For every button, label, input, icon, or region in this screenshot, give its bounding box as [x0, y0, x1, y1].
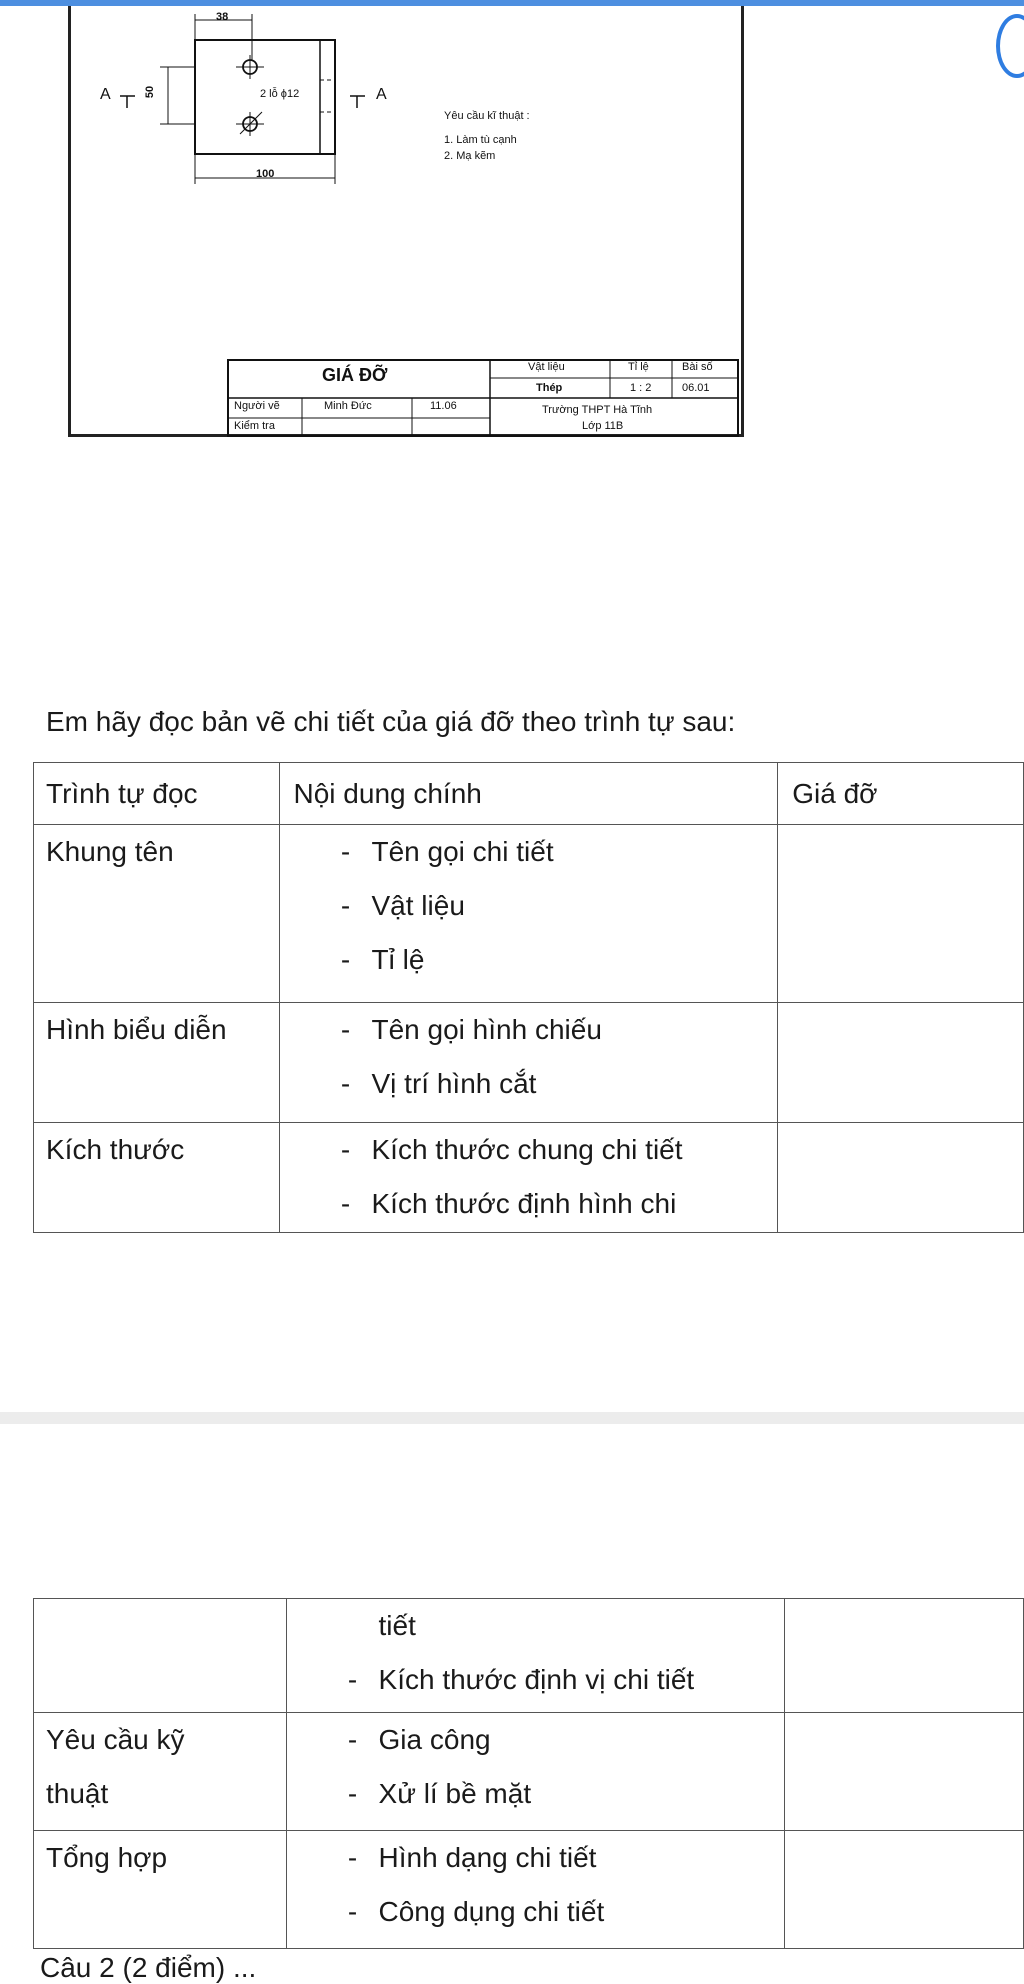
- list-item: - Công dụng chi tiết: [347, 1896, 605, 1927]
- header-step: Trình tự đọc: [34, 763, 280, 825]
- list-item: - Hình dạng chi tiết: [347, 1842, 597, 1873]
- number-value: 06.01: [682, 382, 710, 394]
- list-item: - Tên gọi chi tiết: [340, 836, 554, 867]
- answer-cell[interactable]: [778, 1123, 1024, 1233]
- step-label: Yêu cầu kỹ thuật: [46, 1724, 185, 1809]
- requirements-title: Yêu cầu kĩ thuật :: [444, 110, 530, 122]
- requirement-2: 2. Mạ kẽm: [444, 150, 496, 162]
- reading-table: [33, 762, 1024, 1233]
- material-value: Thép: [536, 382, 563, 394]
- page-separator: [0, 1412, 1024, 1424]
- table-row: [34, 1123, 1024, 1233]
- step-label: Kích thước: [46, 1134, 185, 1165]
- class-name: Lớp 11B: [582, 420, 624, 432]
- list-item: - Kích thước định vị chi tiết: [347, 1664, 695, 1695]
- table-header-row: [34, 763, 1024, 825]
- table-row: [34, 1831, 1024, 1949]
- material-header: Vật liệu: [528, 361, 565, 373]
- next-question-cut: Câu 2 (2 điểm) ...: [40, 1952, 257, 1983]
- scroll-handle[interactable]: [996, 14, 1024, 78]
- side-view: [320, 40, 335, 154]
- part-name: GIÁ ĐỠ: [322, 365, 388, 385]
- header-part: Giá đỡ: [778, 763, 1024, 825]
- list-item: - Kích thước định hình chi: [340, 1188, 677, 1219]
- answer-cell[interactable]: [784, 1599, 1023, 1713]
- table-row: [34, 1713, 1024, 1831]
- checked-label: Kiểm tra: [234, 420, 275, 432]
- requirement-1: 1. Làm tù cạnh: [444, 134, 517, 146]
- list-item: tiết: [378, 1610, 416, 1641]
- answer-cell[interactable]: [778, 1003, 1024, 1123]
- drawn-date: 11.06: [430, 400, 457, 412]
- list-item: - Xử lí bề mặt: [347, 1778, 532, 1809]
- answer-cell[interactable]: [778, 825, 1024, 1003]
- table-row: [34, 1599, 1024, 1713]
- dim-bottom: 100: [256, 168, 275, 180]
- step-label: Tổng hợp: [46, 1842, 168, 1873]
- list-item: - Tỉ lệ: [340, 944, 425, 975]
- drawn-by-name: Minh Đức: [324, 400, 372, 412]
- list-item: - Tên gọi hình chiếu: [340, 1014, 602, 1045]
- table-row: [34, 1003, 1024, 1123]
- hole-label: 2 lỗ ϕ12: [260, 88, 300, 100]
- section-label-right: A: [376, 86, 387, 103]
- intro-text: Em hãy đọc bản vẽ chi tiết của giá đỡ theo trình tự sau:: [46, 706, 736, 737]
- list-item: - Gia công: [347, 1724, 491, 1755]
- scale-value: 1 : 2: [630, 382, 652, 394]
- answer-cell[interactable]: [784, 1713, 1023, 1831]
- scale-header: Tỉ lệ: [628, 361, 649, 373]
- school-name: Trường THPT Hà Tĩnh: [542, 404, 653, 416]
- answer-cell[interactable]: [784, 1831, 1023, 1949]
- table-row: [34, 825, 1024, 1003]
- list-item: - Kích thước chung chi tiết: [340, 1134, 683, 1165]
- drawn-by-label: Người vẽ: [234, 400, 280, 412]
- dim-top: 38: [216, 11, 229, 23]
- reading-table-continued: [33, 1598, 1024, 1949]
- number-header: Bài số: [682, 361, 713, 373]
- list-item: - Vị trí hình cắt: [340, 1068, 537, 1099]
- dim-left: 50: [144, 85, 157, 99]
- header-content: Nội dung chính: [279, 763, 778, 825]
- section-label-left: A: [100, 86, 111, 103]
- step-label: Hình biểu diễn: [46, 1014, 227, 1045]
- step-label: Khung tên: [46, 836, 174, 867]
- list-item: - Vật liệu: [340, 890, 465, 921]
